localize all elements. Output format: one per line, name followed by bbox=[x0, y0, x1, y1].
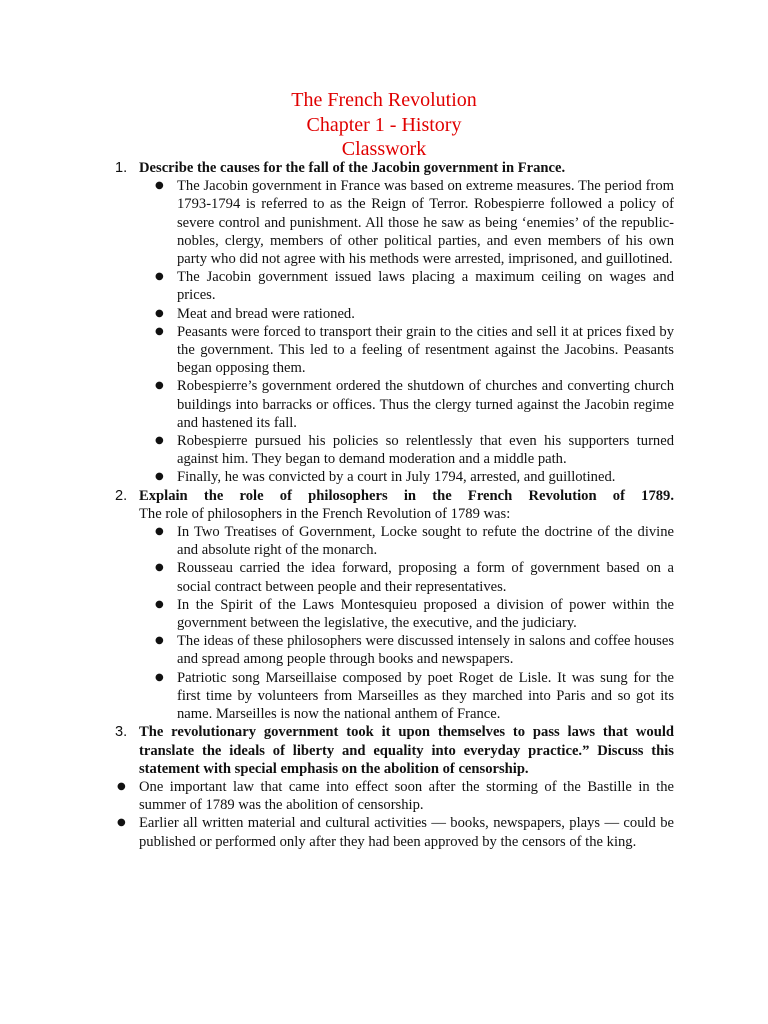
answer-point: ● The Jacobin government issued laws placing a maximum ceiling on wages and prices. bbox=[155, 269, 674, 304]
question-1 bbox=[0, 159, 768, 487]
answer-point: ● Robespierre pursued his policies so relentlessly that even his supporters turned against him. They began to demand moderation and a middle path. bbox=[155, 433, 674, 468]
question-number: 1. bbox=[115, 160, 128, 176]
answer-point: ● In the Spirit of the Laws Montesquieu proposed a division of power within the government between the legislative, the executive, and the judiciary. bbox=[155, 596, 674, 632]
bullet-icon: ● bbox=[155, 180, 164, 192]
answer-point: ● Finally, he was convicted by a court in July 1794, arrested, and guillotined. bbox=[155, 469, 616, 486]
answer-point: ● One important law that came into effect soon after the storming of the Bastille in the summer of 1789 was the abolition of censorship. bbox=[117, 778, 674, 814]
bullet-icon: ● bbox=[155, 598, 164, 610]
answer-intro: The role of philosophers in the French Revolution of 1789 was: bbox=[139, 505, 511, 522]
question-heading: Explain the role of philosophers in the French Revolution of 1789. bbox=[139, 487, 674, 504]
answer-point: ● Peasants were forced to transport their grain to the cities and sell it at prices fixed by the government. This led to a feeling of resentment against the Jacobins. Peasants began opposing them. bbox=[155, 323, 674, 377]
answer-point: ● The ideas of these philosophers were discussed intensely in salons and coffee houses and spread among people through books and newspapers. bbox=[155, 633, 674, 668]
chapter-title: Chapter 1 - History bbox=[306, 113, 462, 136]
answer-points bbox=[155, 523, 674, 723]
bullet-icon: ● bbox=[155, 435, 164, 447]
document-title: The French Revolution bbox=[291, 89, 477, 111]
answer-point: ● Meat and bread were rationed. bbox=[155, 305, 355, 322]
answer-point: ● Rousseau carried the idea forward, proposing a form of government based on a social contract between people and their representatives. bbox=[155, 560, 674, 595]
question-heading: Describe the causes for the fall of the Jacobin government in France. bbox=[139, 160, 566, 176]
bullet-icon: ● bbox=[155, 635, 164, 647]
question-number: 2. bbox=[115, 487, 128, 504]
title-block bbox=[0, 88, 768, 162]
bullet-icon: ● bbox=[155, 307, 164, 319]
bullet-icon: ● bbox=[155, 562, 164, 574]
answer-point: ● Patriotic song Marseillaise composed by poet Roget de Lisle. It was sung for the first time by volunteers from Marseilles as they marched into Paris and so got its name. Marseilles is now the national anthem of France. bbox=[155, 669, 674, 723]
question-3 bbox=[0, 723, 768, 778]
bullet-icon: ● bbox=[155, 471, 164, 483]
bullet-icon: ● bbox=[155, 671, 164, 683]
answer-3-points bbox=[0, 778, 768, 851]
bullet-icon: ● bbox=[155, 271, 164, 283]
answer-point: ● Robespierre’s government ordered the shutdown of churches and converting church buildings into barracks or offices. Thus the clergy turned against the Jacobin regime and hastened its fall. bbox=[155, 378, 674, 431]
answer-point: ● In Two Treatises of Government, Locke sought to refute the doctrine of the divine and absolute right of the monarch. bbox=[155, 524, 674, 559]
question-number: 3. bbox=[115, 724, 128, 741]
question-list bbox=[0, 159, 768, 778]
document-body bbox=[0, 159, 768, 851]
answer-points bbox=[155, 177, 674, 486]
answer-point: ● Earlier all written material and cultural activities — books, newspapers, plays — could be published or performed only after they had been approved by the censors of the king. bbox=[117, 815, 674, 850]
bullet-icon: ● bbox=[117, 780, 126, 792]
question-heading: The revolutionary government took it upon themselves to pass laws that would translate the ideals of liberty and equality into everyday practice.” Discuss this statement with special emphasis on the abolition of censorship. bbox=[139, 724, 674, 777]
section-title: Classwork bbox=[341, 138, 427, 160]
answer-point: ● The Jacobin government in France was based on extreme measures. The period from 1793-1794 is referred to as the Reign of Terror. Robespierre followed a policy of severe control and punishment. All those he saw as being ‘enemies’ of the republic-nobles, clergy, members of other political parties, and even members of his own party who did not agree with his methods were arrested, imprisoned, and guillotined. bbox=[155, 178, 674, 268]
bullet-icon: ● bbox=[117, 817, 126, 829]
question-2 bbox=[0, 487, 768, 724]
bullet-icon: ● bbox=[155, 325, 164, 337]
bullet-icon: ● bbox=[155, 526, 164, 538]
bullet-icon: ● bbox=[155, 380, 164, 392]
